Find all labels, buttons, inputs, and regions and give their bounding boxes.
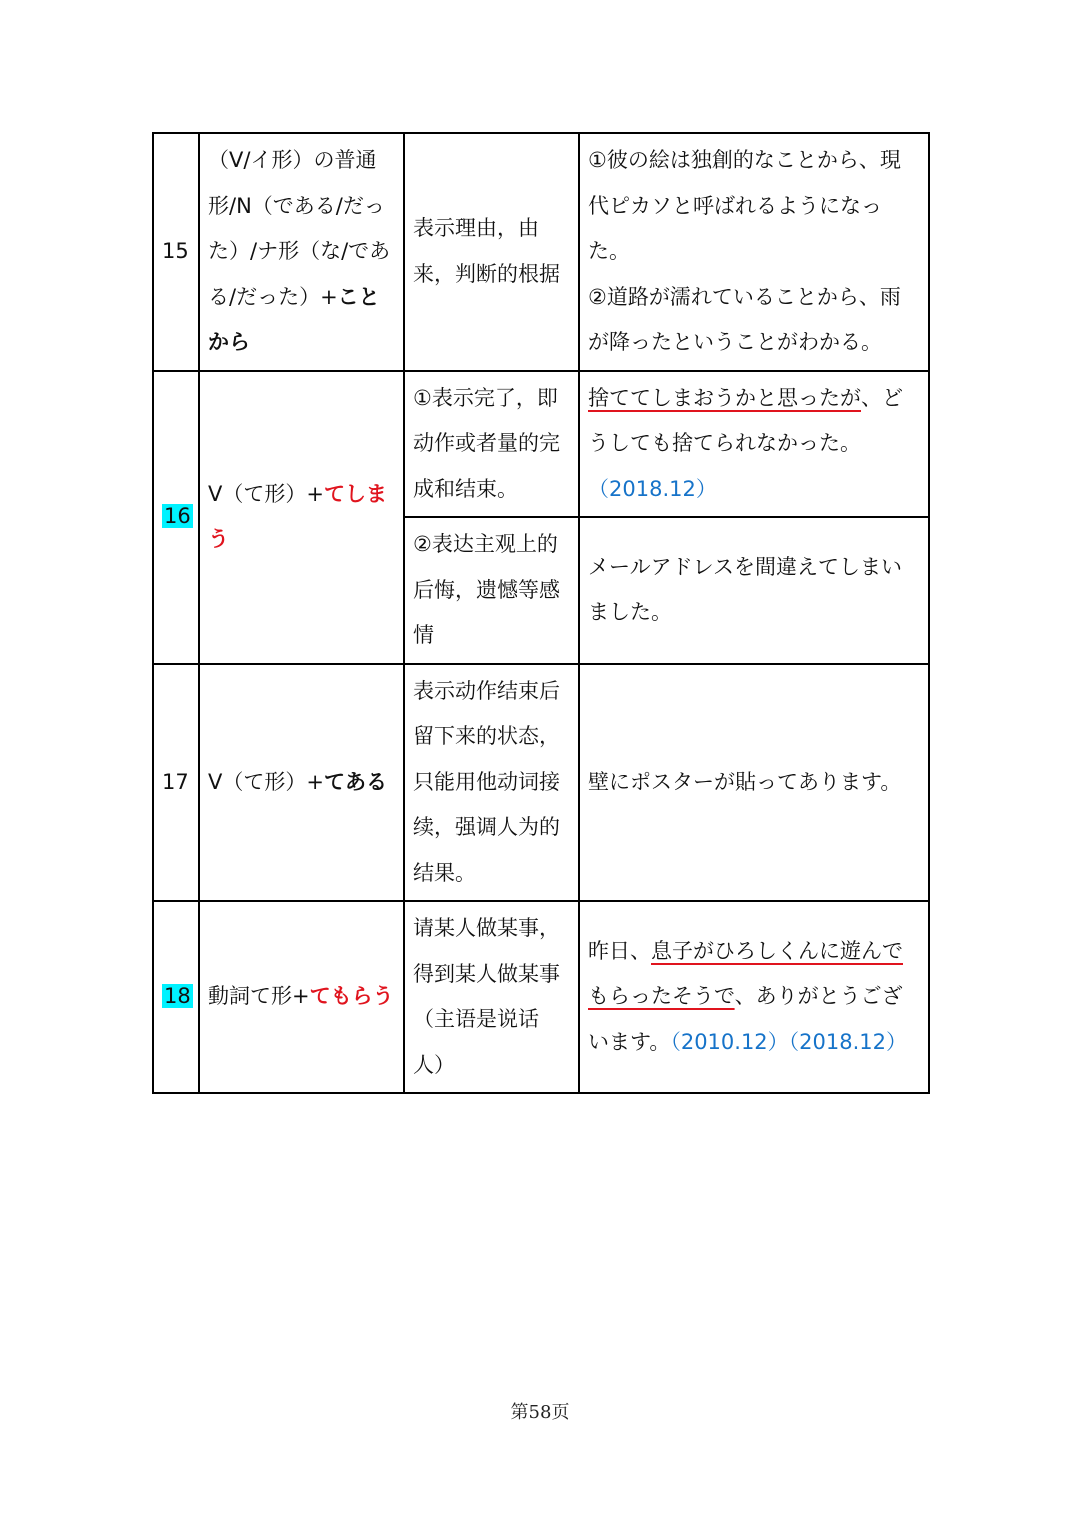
exam-year: （2018.12） [588, 476, 717, 501]
example-cell: メールアドレスを間違えてしまいました。 [579, 517, 929, 664]
grammar-keyword: ことから [208, 284, 380, 354]
table-row [153, 133, 929, 371]
exam-year: （2018.12） [788, 1029, 908, 1054]
example-cell: 昨日、息子がひろしくんに遊んでもらったそうで、ありがとうございます。（2010.12）（2018.12） [579, 901, 929, 1093]
grammar-keyword: てもらう [309, 984, 394, 1009]
example-sentence: ②道路が濡れていることから、雨が降ったということがわかる。 [588, 284, 901, 354]
table-row [153, 371, 929, 518]
row-number: 15 [153, 133, 199, 371]
exam-year: （2010.12） [670, 1029, 789, 1054]
page-number: 第58页 [510, 1402, 570, 1423]
meaning-cell: ②表达主观上的后悔，遗憾等感情 [404, 517, 579, 664]
grammar-table [152, 132, 930, 1094]
grammar-form: （V/イ形）の普通形/N（である/だった）/ナ形（な/である/だった）+ことから [199, 133, 404, 371]
row-number [153, 901, 199, 1093]
highlighted-number: 16 [164, 504, 191, 529]
grammar-keyword: てある [323, 769, 387, 794]
example-cell: 捨ててしまおうかと思ったが、どうしても捨てられなかった。（2018.12） [579, 371, 929, 518]
meaning-cell: 表示理由，由来，判断的根据 [404, 133, 579, 371]
table-row [153, 901, 929, 1093]
meaning-cell: ①表示完了，即动作或者量的完成和结束。 [404, 371, 579, 518]
row-number [153, 371, 199, 664]
table-row [153, 664, 929, 902]
grammar-form: V（て形）+てある [199, 664, 404, 902]
meaning-cell: 表示动作结束后留下来的状态，只能用他动词接续，强调人为的结果。 [404, 664, 579, 902]
grammar-form: 動詞て形+てもらう [199, 901, 404, 1093]
meaning-cell: 请某人做某事，得到某人做某事（主语是说话人） [404, 901, 579, 1093]
grammar-keyword: てしまう [208, 481, 387, 551]
example-cell [579, 133, 929, 371]
underlined-phrase: 息子がひろしくんに遊んでもらったそうで [588, 938, 903, 1009]
underlined-phrase: 捨ててしまおうかと思ったが [588, 385, 861, 410]
grammar-form: V（て形）+てしまう [199, 371, 404, 664]
example-sentence: ①彼の絵は独創的なことから、現代ピカソと呼ばれるようになった。 [588, 148, 901, 263]
highlighted-number: 18 [164, 984, 191, 1009]
row-number: 17 [153, 664, 199, 902]
example-cell: 壁にポスターが貼ってあります。 [579, 664, 929, 902]
